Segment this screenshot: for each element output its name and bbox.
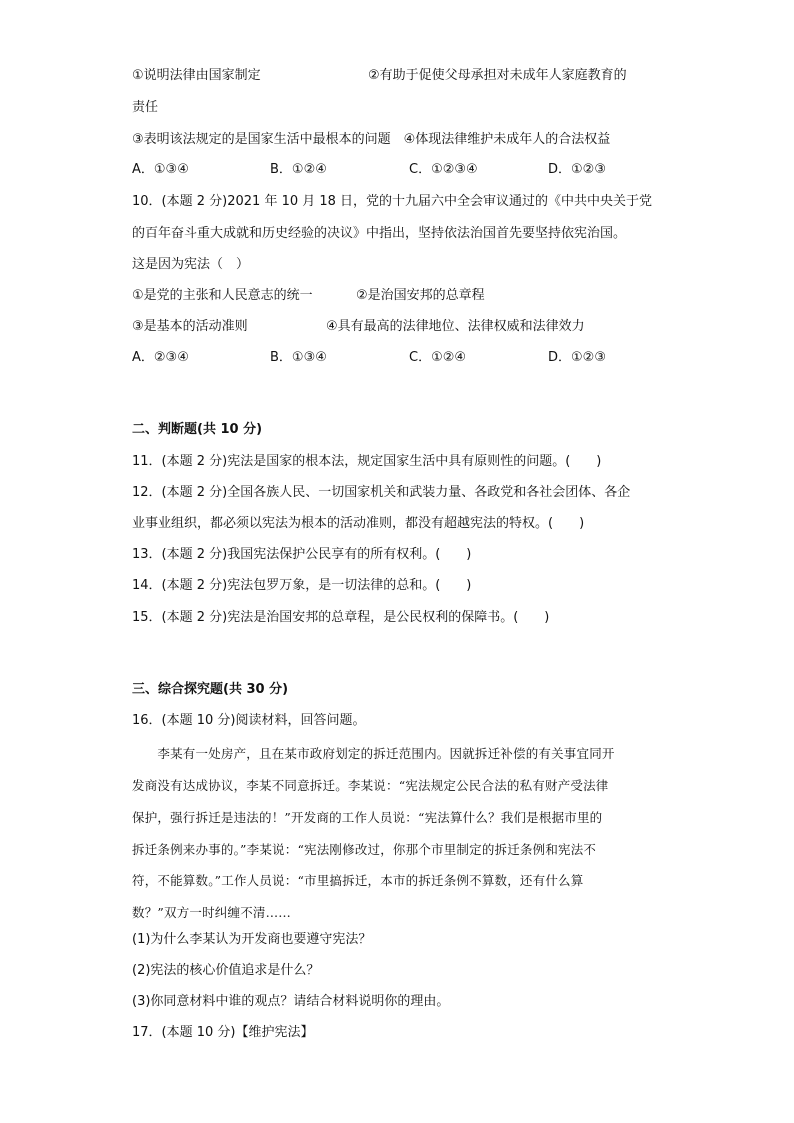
q16-material-line-1: 李某有一处房产，且在某市政府划定的拆迁范围内。因就拆迁补偿的有关事宜同开 <box>132 746 615 761</box>
q10-option-3: ③是基本的活动准则 <box>132 319 248 334</box>
q15: 15．(本题 2 分)宪法是治国安邦的总章程，是公民权利的保障书。( ) <box>132 610 550 625</box>
q16-sub-question-1: (1)为什么李某认为开发商也要遵守宪法？ <box>132 932 372 947</box>
q9-option-2-continued: 责任 <box>132 100 159 115</box>
q10-option-4: ④具有最高的法律地位、法律权威和法律效力 <box>326 319 585 334</box>
q10-choice-c: C．①②④ <box>409 350 467 365</box>
q10-stem-line-1: 10．(本题 2 分)2021 年 10 月 18 日，党的十九届六中全会审议通过的《中共中央关于党 <box>132 194 653 209</box>
q16-sub-question-2: (2)宪法的核心价值追求是什么？ <box>132 963 320 978</box>
q10-choice-a: A．②③④ <box>132 350 189 365</box>
section-2-title: 二、判断题(共 10 分) <box>132 422 263 437</box>
q16-material-line-6: 数？”双方一时纠缠不清…… <box>132 905 291 920</box>
q9-choice-c: C．①②③④ <box>409 162 478 177</box>
q12-line-1: 12．(本题 2 分)全国各族人民、一切国家机关和武装力量、各政党和各社会团体、各企 <box>132 485 631 500</box>
q9-choice-d: D．①②③ <box>548 162 606 177</box>
section-3-title: 三、综合探究题(共 30 分) <box>132 682 289 697</box>
q9-option-1: ①说明法律由国家制定 <box>132 68 261 83</box>
q16-material-line-3: 保护，强行拆迁是违法的！”开发商的工作人员说：“宪法算什么？我们是根据市里的 <box>132 810 603 825</box>
q10-stem-line-3: 这是因为宪法（ ） <box>132 257 250 272</box>
q12-line-2: 业事业组织，都必须以宪法为根本的活动准则，都没有超越宪法的特权。( ) <box>132 516 585 531</box>
q16-stem: 16．(本题 10 分)阅读材料，回答问题。 <box>132 713 366 728</box>
q10-choice-d: D．①②③ <box>548 350 606 365</box>
q9-options-3-4: ③表明该法规定的是国家生活中最根本的问题 ④体现法律维护未成年人的合法权益 <box>132 132 611 147</box>
q16-material-line-2: 发商没有达成协议，李某不同意拆迁。李某说：“宪法规定公民合法的私有财产受法律 <box>132 778 609 793</box>
q13: 13．(本题 2 分)我国宪法保护公民享有的所有权利。( ) <box>132 547 472 562</box>
q16-sub-question-3: (3)你同意材料中谁的观点？请结合材料说明你的理由。 <box>132 994 450 1009</box>
q14: 14．(本题 2 分)宪法包罗万象，是一切法律的总和。( ) <box>132 578 472 593</box>
q10-choice-b: B．①③④ <box>270 350 327 365</box>
q10-stem-line-2: 的百年奋斗重大成就和历史经验的决议》中指出，坚持依法治国首先要坚持依宪治国。 <box>132 226 627 241</box>
q17-stem: 17．(本题 10 分)【维护宪法】 <box>132 1025 314 1040</box>
q16-material-line-4: 拆迁条例来办事的。”李某说：“宪法刚修改过，你那个市里制定的拆迁条例和宪法不 <box>132 842 597 857</box>
q16-material-line-5: 符，不能算数。”工作人员说：“市里搞拆迁，本市的拆迁条例不算数，还有什么算 <box>132 873 584 888</box>
q9-option-2: ②有助于促使父母承担对未成年人家庭教育的 <box>368 68 627 83</box>
q10-option-1: ①是党的主张和人民意志的统一 <box>132 288 313 303</box>
q9-choice-b: B．①②④ <box>270 162 327 177</box>
q11: 11．(本题 2 分)宪法是国家的根本法，规定国家生活中具有原则性的问题。( ) <box>132 454 602 469</box>
q9-choice-a: A．①③④ <box>132 162 189 177</box>
q10-option-2: ②是治国安邦的总章程 <box>356 288 485 303</box>
